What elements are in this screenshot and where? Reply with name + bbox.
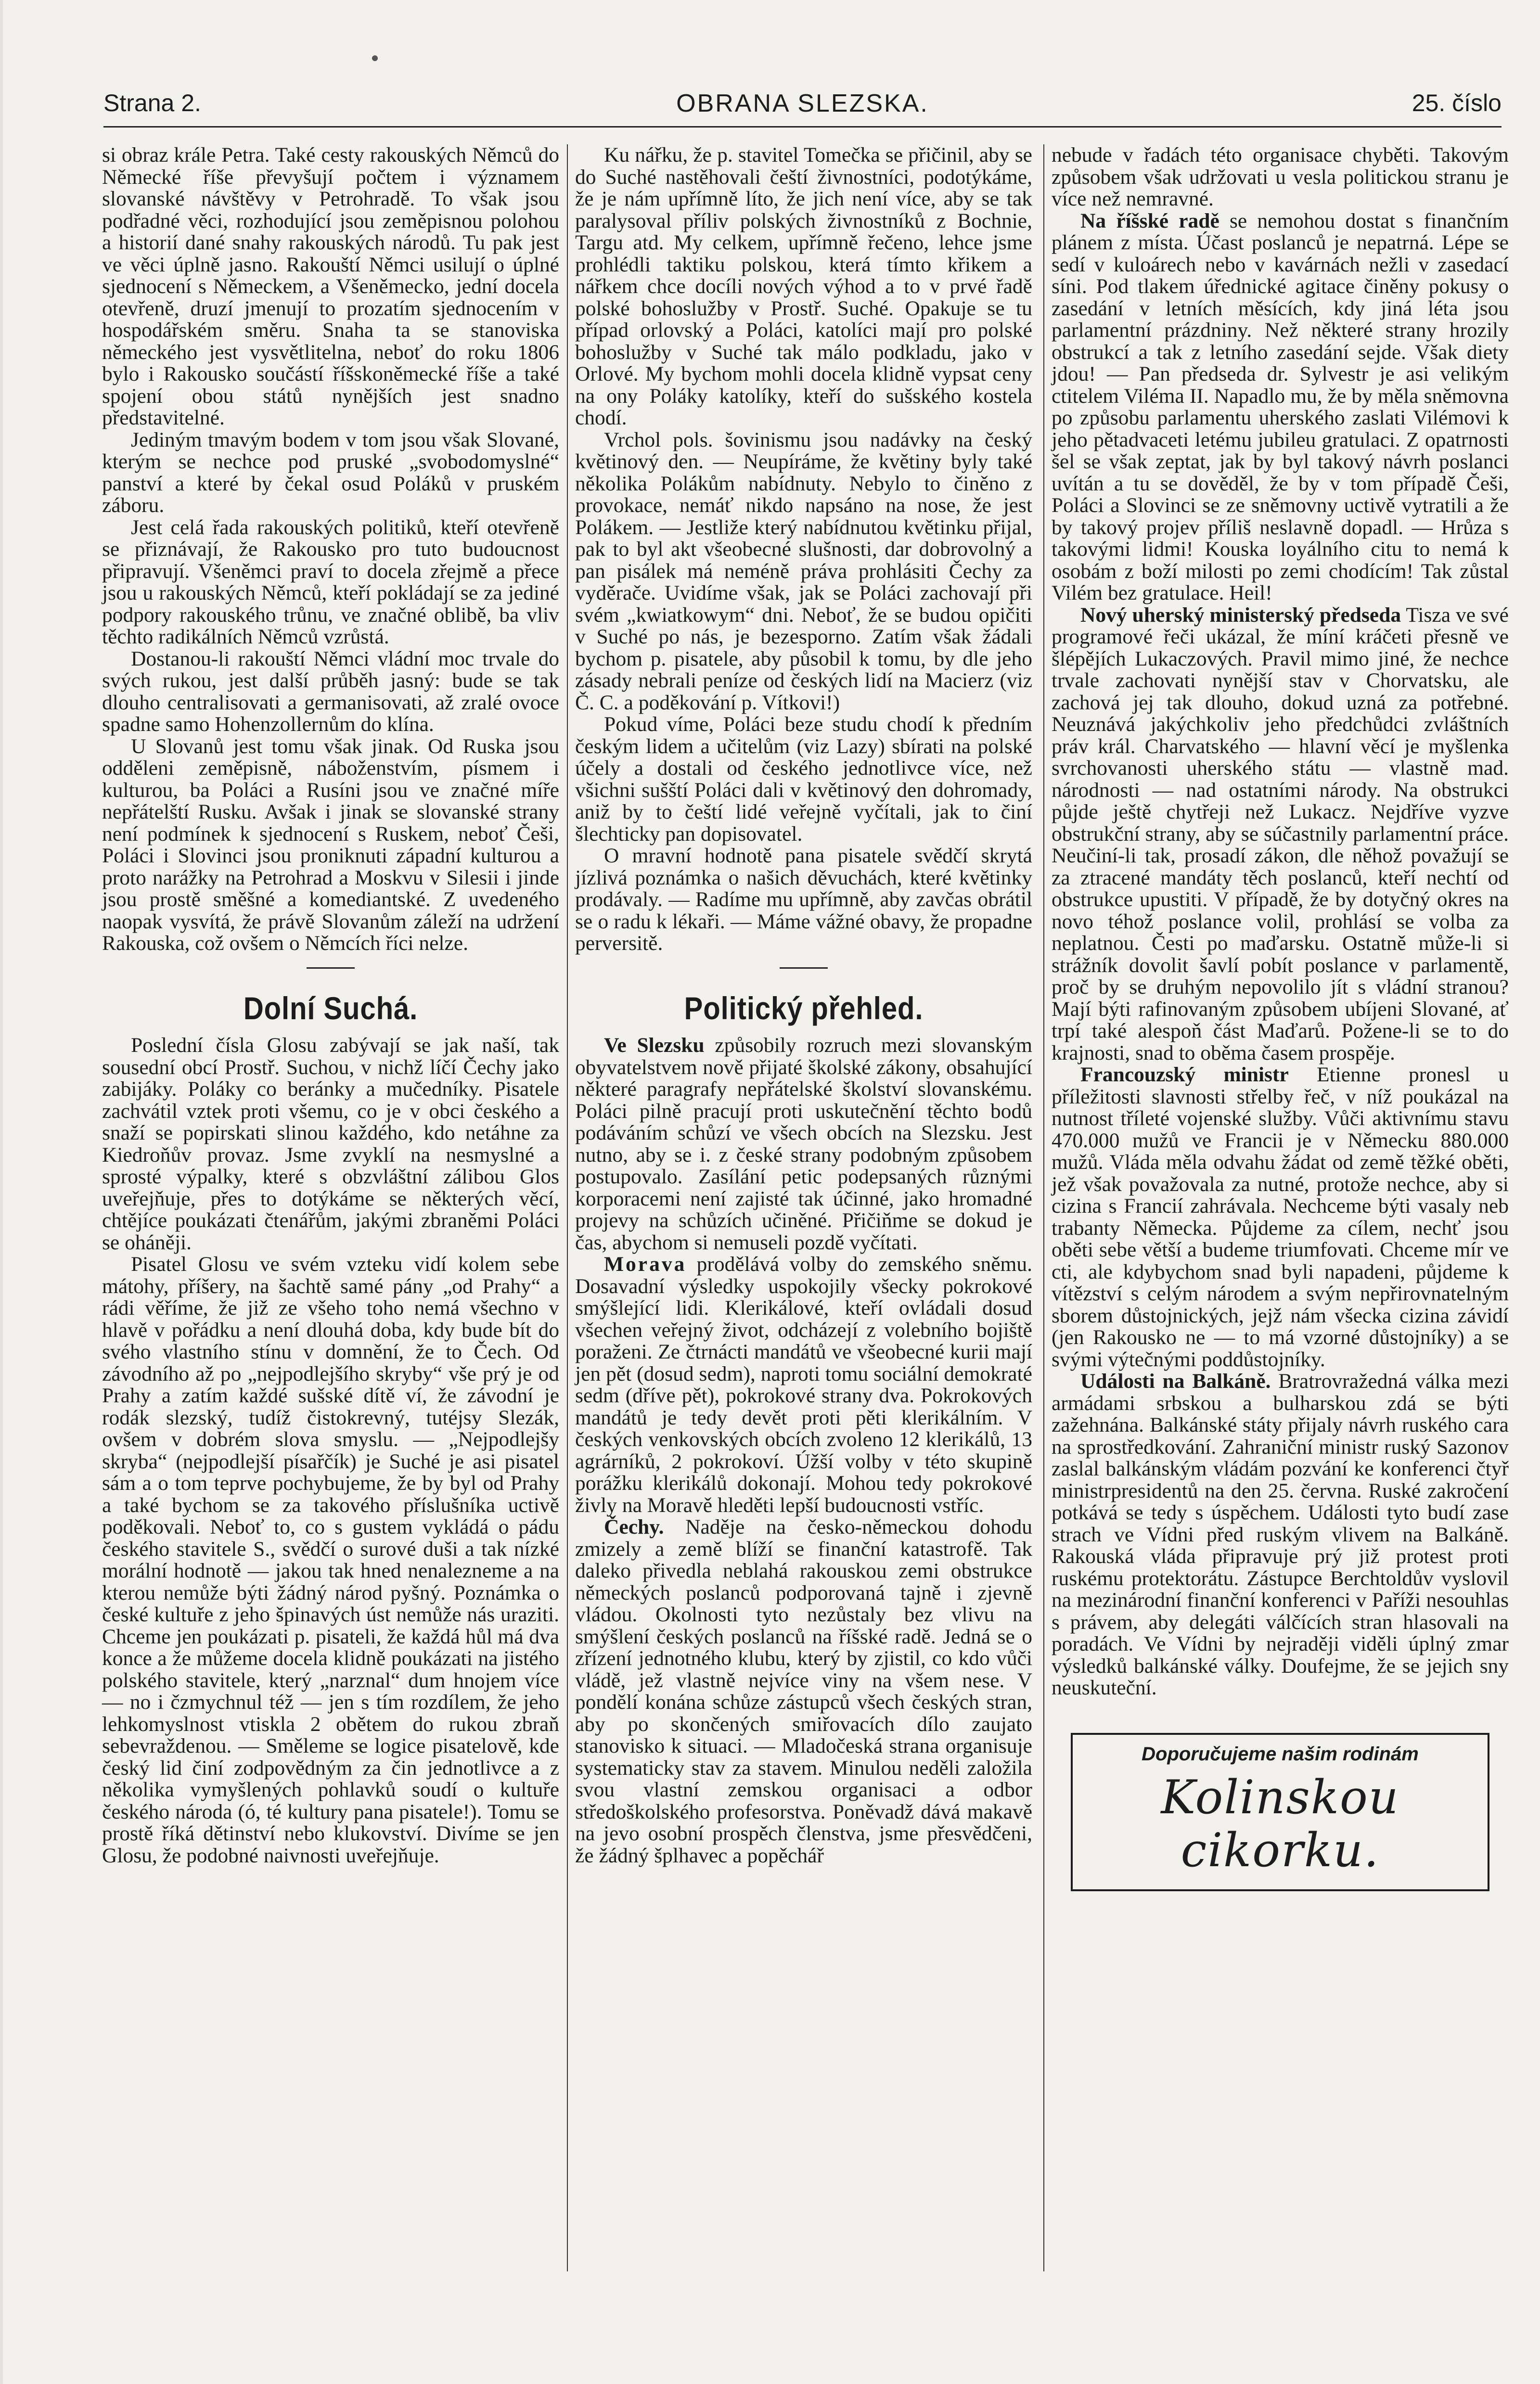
article-paragraph: U Slovanů jest tomu však jinak. Od Ruska jsou odděleni zeměpisně, náboženstvím, písmem i kulturou, ba Poláci a Rusíni jsou ve značné míře nepřátelští Rusku. Avšak i jinak se slovanské strany není podmínek k sjednocení s Ruskem, neboť Češi, Poláci i Slovinci jsou proniknuti západní kulturou a proto narážky na Petrohrad a Moskvu v Silesii i jinde jsou prostě směšné a komediantské. Z uvedeného naopak vysvítá, že právě Slovanům záleží na udržení Rakouska, což ovšem o Němcích říci nelze.: [102, 734, 559, 955]
article-paragraph: Pisatel Glosu ve svém vzteku vidí kolem sebe mátohy, příšery, na šachtě samé pány „od Prahy“ a rádi věříme, že již ze všeho toho nemá všechno v hlavě v pořádku a není dlouhá doba, kdy bude bít do svého vlastního stínu v domnění, že to Čech. Od závodního až po „nejpodlejšího skryby“ vše prý je od Prahy a zatím každé sušské dítě ví, že závodní je rodák slezský, tudíž čistokrevný, tutéjsy Slezák, ovšem v dobrém slova smyslu. — „Nejpodlejšy skryba“ (nejpodlejší písařčík) je Suché je asi pisatel sám a o tom teprve pochybujeme, že by byl od Prahy a také bychom se za takového příslušníka uctivě poděkovali. Neboť to, co s gustem vykládá o pádu českého stavitele S., svědčí o surové duši a tak nízké morální hodnotě — jakou tak hned nenalezneme a na kterou nemůže býti žádný národ pyšný. Poznámka o české kultuře z jeho špinavých úst nemůže nás uraziti. Chceme jen poukázati p. pisateli, že každá hůl má dva konce a že můžeme docela klidně poukázati na jistého polského stavitele, který „narznal“ dum hnojem více — no i čzmychnul též — jen s tím rozdílem, že jeho lehkomyslnost vtiskla 2 obětem do rukou zbraň sebevraždenou. — Směleme se logice pisatelově, kde český lid činí zodpovědným za čin jednotlivce a z několika vymyšlených pohlavků soudí o kultuře českého národa (ó, té kultury pana pisatele!). Tomu se prostě říká dětinství nebo klukovství. Divíme se jen Glosu, že podobné naivnosti uveřejňuje.: [102, 1253, 559, 1867]
article-paragraph: Morava prodělává volby do zemského sněmu. Dosavadní výsledky uspokojily všecky pokrokové smýšlející lidi. Klerikálové, kteří ovládali dosud všechen veřejný život, odcházejí z volebního bojiště poraženi. Ze čtrnácti mandátů ve všeobecné kurii mají jen pět (dosud sedm), naproti tomu sociální demokraté sedm (dříve pět), pokrokové strany dva. Pokrokových mandátů je tedy devět proti pěti klerikálním. V českých venkovských obcích zvoleno 12 klerikálů, 13 agrárníků, 2 pokrokoví. Úžší volby v této skupině porážku klerikálů dokonají. Mohou tedy pokrokové živly na Moravě hleděti lepší budoucnosti vstříc.: [575, 1253, 1032, 1517]
article-separator: [307, 967, 355, 969]
article-paragraph: Události na Balkáně. Bratrovražedná válka mezi armádami srbskou a bulharskou zdá se býti zažehnána. Balkánské státy přijaly návrh ruského cara na sprostředkování. Zahraniční ministr ruský Sazonov zaslal balkánským vládám pozvání ke konferenci čtyř ministrpresidentů na den 25. června. Ruské zakročení potkává se tedy s úspěchem. Události tyto budí zase strach ve Vídni před ruským vlivem na Balkáně. Rakouská vláda připravuje prý již protest proti ruskému protektorátu. Zástupce Berchtoldův vyslovil na mezinárodní finanční konferenci v Paříži nesouhlas s právem, aby delegáti válčících stran hlasovali na poradách. Ve Vídni by nejraději viděli úplný zmar výsledků balkánské války. Doufejme, že se jejich sny neuskuteční.: [1052, 1370, 1509, 1699]
article-paragraph: Vrchol pols. šovinismu jsou nadávky na český květinový den. — Neupíráme, že květiny byly také několika Polákům nabídnuty. Nebylo to činěno z provokace, nemáť nikdo napsáno na nose, že jest Polákem. — Jestliže který nabídnutou květinku přijal, pak to byl akt všeobecné slušnosti, dar dobrovolný a pan pisálek má neméně práva prohlásiti Čechy za vyděrače. Uvidíme však, jak se Poláci zachovají při svém „kwiatkowym“ dni. Neboť, že se budou opičiti v Suché po nás, je bezesporno. Zatím však žádali bychom p. pisatele, aby působil k tomu, by dle jeho zásady nebrali peníze od českých lidí na Macierz (viz Č. C. a poděkování p. Vítkovi!): [575, 428, 1032, 714]
page-number: Strana 2.: [103, 90, 201, 116]
article-paragraph: Ku nářku, že p. stavitel Tomečka se přičinil, aby se do Suché nastěhovali čeští živnostníci, podotýkáme, že je nám upřímně líto, že jich není více, aby se tak paralysoval příliv polských živnostníků z Bochnie, Targu atd. My celkem, upřímně řečeno, lehce jsme prohlédli taktiku polskou, která tímto křikem a nářkem chce docíli nových výhod a to v prvé řadě polské bohoslužby v Prostř. Suché. Opakuje se tu případ orlovský a Poláci, katolíci mají pro polské bohoslužby v Suché tak málo podkladu, jako v Orlové. My bychom mohli docela klidně vypsat ceny na ony Poláky katolíky, kteří do sušského kostela chodí.: [575, 143, 1032, 429]
lead-term: Na říšské radě: [1080, 209, 1219, 232]
print-speck: [372, 55, 378, 61]
page-header: [103, 89, 1502, 128]
article-paragraph: Jest celá řada rakouských politiků, kteří otevřeně se přiznávají, že Rakousko pro tuto budoucnost připravují. Všeněmci praví to docela zřejmě a přece jsou u rakouských Němců, kteří pokládají se za jediné podpory rakouského trůnu, ve značné oblibě, ba vliv těchto radikálních Němců vzrůstá.: [102, 515, 559, 648]
article-paragraph: Dostanou-li rakouští Němci vládní moc trvale do svých rukou, jest další průběh jasný: bude se tak dlouho centralisovati a germanisovati, až zralé ovoce spadne samo Hohenzollernům do klína.: [102, 647, 559, 736]
lead-term: Francouzský ministr: [1080, 1063, 1289, 1086]
article-paragraph: Pokud víme, Poláci beze studu chodí k předním českým lidem a učitelům (viz Lazy) sbírati na polské účely a dostali od českého jednotlivce více, než všichni sušští Poláci dali v květinový den dohromady, aniž by to čeští lidé veřejně vyčítali, jak to činí šlechticky pan dopisovatel.: [575, 713, 1032, 846]
article-paragraph: Francouzský ministr Etienne pronesl u příležitosti slavnosti střelby řeč, v níž poukázal na nutnost tříleté vojenské služby. Vůči aktivnímu stavu 470.000 mužů ve Francii je v Německu 880.000 mužů. Vláda měla odvahu žádat od země těžké oběti, jež však považovala za nutné, protože nechce, aby si cizina s Francií zahrávala. Nechceme býti vasaly neb trabanty Německa. Půjdeme za cílem, nechť jsou oběti sebe větší a budeme triumfovati. Chceme mír ve cti, ale kdybychom snad byli napadeni, půjdeme k vítězství s celým národem a svým nepřirovnatelným sborem důstojnických, jejž nám všecka cizina závidí (jen Rakousko ne — to má vzorné důstojníky) a se svými výtečnými poddůstojníky.: [1052, 1063, 1509, 1371]
lead-term: Události na Balkáně.: [1080, 1370, 1271, 1393]
headline-dolni-sucha: Dolní Suchá.: [243, 990, 418, 1026]
ad-product: Kolinskou cikorku.: [1161, 1770, 1399, 1877]
advertisement-box: [1071, 1733, 1489, 1892]
column-3: [1052, 144, 1509, 1891]
header-rule: [103, 126, 1502, 128]
article-separator: [780, 967, 828, 969]
article-paragraph: Na říšské radě se nemohou dostat s finančním plánem z místa. Účast poslanců je nepatrná. Lépe se sedí v kuloárech nebo v kavárnách nežli v zasedací síni. Pod tlakem úřednické agitace činěny pokusy o zasedání v letních měsících, kdy jiná léta jsou parlamentní prázdniny. Než některé strany hrozily obstrukcí a tak z letního zasedání sejde. Však diety jdou! — Pan předseda dr. Sylvestr je asi velikým ctitelem Viléma II. Napadlo mu, že by měla sněmovna po způsobu parlamentu uherského zaslati Vilémovi k jeho pětadvaceti letému jubileu gratulaci. Z opatrnosti šel se však zeptat, jak by byl takový návrh poslanci uvítán a tu se dověděl, že by v tom případě Češi, Poláci a Slovinci se ze sněmovny uctivě vytratili a že by takový projev příliš neslavně dopadl. — Hrůza s takovými lidmi! Kouska loyálního citu to nemá k osobám z boží milosti po zemi chodícím! Tak zůstal Vilém bez gratulace. Heil!: [1052, 209, 1509, 604]
article-paragraph: Čechy. Naděje na česko-německou dohodu zmizely a země blíží se finanční katastrofě. Tak daleko přivedla neblahá rakouskou zemi obstrukce německých poslanců podporovaná tajně i zjevně vládou. Okolnosti tyto nezůstaly bez vlivu na smýšlení českých poslanců na říšské radě. Jedná se o zřízení jednotného klubu, který by zjistil, co kdo vůči vládě, jež vlastně nejvíce viny na všem nese. V pondělí konána schůze zástupců všech českých stran, aby po skončených smiřovacích dílo zaujato stanovisko k situaci. — Mladočeská strana organisuje systematicky stav za stavem. Minulou neděli založila svou vlastní zemskou organisaci a odbor středoškolského profesorstva. Poněvadž dává makavě na jevo osobní prospěch členstva, jsme přesvědčeni, že žádný šplhavec a popěchář: [575, 1515, 1032, 1867]
article-paragraph: Ve Slezsku způsobily rozruch mezi slovanským obyvatelstvem nově přijaté školské zákony, obsahující některé paragrafy nepřátelské školství slovanskému. Poláci pilně pracují proti uskutečnění těchto bodů podáváním schůzí ve všech obcích na Slezsku. Jest nutno, aby se i. z české strany podobným způsobem postupovalo. Zasílání petic podepsaných různými korporacemi není zajisté tak účinné, jako hromadné projevy na schůzích učiněné. Přičiňme se dokud je čas, abychom si nemuseli pozdě vyčítati.: [575, 1034, 1033, 1254]
article-paragraph: si obraz krále Petra. Také cesty rakouských Němců do Německé říše převyšují počtem i významem slovanské návštěvy v Petrohradě. To však jsou podřadné věci, rozhodující jsou zeměpisnou polohou a historií dané snahy rakouských národů. Tu pak jest ve věci úplně jasno. Rakouští Němci usilují o úplné sjednocení s Německem, a Všeněmecko, jední docela otevřeně, druzí jmenují to prozatím sjednocením v hospodářském směru. Snaha ta se stanoviska německého jest vysvětlitelna, neboť do roku 1806 bylo i Rakousko součástí říšskoněmecké říše a také spojení obou států nynějších jest snadno představitelné.: [102, 143, 559, 429]
issue-number: 25. číslo: [1412, 90, 1502, 116]
column-2: [575, 144, 1032, 1867]
ad-tagline: Doporučujeme našim rodinám: [1142, 1743, 1419, 1765]
column-1: [102, 144, 559, 1867]
headline-politicky-prehled: Politický přehled.: [684, 990, 924, 1026]
lead-term: Nový uherský ministerský předseda: [1080, 603, 1401, 627]
lead-term: Ve Slezsku: [604, 1034, 705, 1057]
article-paragraph: Poslední čísla Glosu zabývají se jak naší, tak sousední obcí Prostř. Suchou, v nichž líčí Čechy jako zabijáky. Poláky co beránky a mučedníky. Pisatele zachvátil vztek proti všemu, co je v obci českého a snaží se popirskati slinou každého, kdo netáhne za Kiedroňův provaz. Jsme zvyklí na nesmyslné a sprosté výpalky, které s obzvláštní zálibou Glos uveřejňuje, přes to dotýkáme se některých věcí, chtějíce poukázati čtenářům, jakými zbraněmi Poláci se oháněji.: [102, 1034, 559, 1254]
article-paragraph: O mravní hodnotě pana pisatele svědčí skrytá jízlivá poznámka o našich děvuchách, které květinky prodávaly. — Radíme mu upřímně, aby zavčas obrátil se o radu k lékaři. — Máme vážné obavy, že propadne perversitě.: [575, 844, 1032, 955]
newspaper-title: OBRANA SLEZSKA.: [676, 90, 929, 117]
column-rule-1: [567, 144, 568, 2271]
lead-term: Morava: [604, 1253, 687, 1276]
article-paragraph: nebude v řadách této organisace chyběti. Takovým způsobem však udržovati u vesla politickou stranu je více než nemravné.: [1052, 143, 1509, 210]
column-rule-2: [1043, 144, 1044, 2271]
article-paragraph: Nový uherský ministerský předseda Tisza ve své programové řeči ukázal, že míní kráčeti přesně ve šlépějích Lukaczových. Pravil mimo jiné, že nechce trvale zachovati nynější stav v Chorvatsku, ale zachová jej tak dlouho, dokud uzná za potřebné. Neuznává jakýchkoliv jeho předchůdci zvláštních práv král. Charvatského — hlavní věcí je myšlenka svrchovanosti uherského státu — vlastně mad. národnosti — nad ostatními národy. Na obstrukci půjde ještě chytřeji než Lukacz. Nejdříve vyzve obstrukční strany, aby se súčastnily parlamentní práce. Neučiní-li tak, prosadí zákon, dle něhož považují se za ztracené mandáty těch poslanců, kteří nechtí od obstrukce upustiti. V případě, že by dotyčný okres na novo téhož poslance volil, prohlásí se volba za neplatnou. Česti po maďarsku. Ostatně může-li si strážník dovolit šavlí pobít poslance v parlamentě, proč by se druhým nepovolilo jít s vládní stranou? Mají býti rafinovaným způsobem ubíjeni Slované, ať trpí také alespoň část Maďarů. Požene-li se to do krajnosti, snad to oběma časem prospěje.: [1052, 603, 1509, 1064]
article-paragraph: Jediným tmavým bodem v tom jsou však Slované, kterým se nechce pod pruské „svobodomyslné“ panství a které by čekal osud Poláků v pruském záboru.: [102, 428, 559, 517]
lead-term: Čechy.: [604, 1515, 664, 1538]
